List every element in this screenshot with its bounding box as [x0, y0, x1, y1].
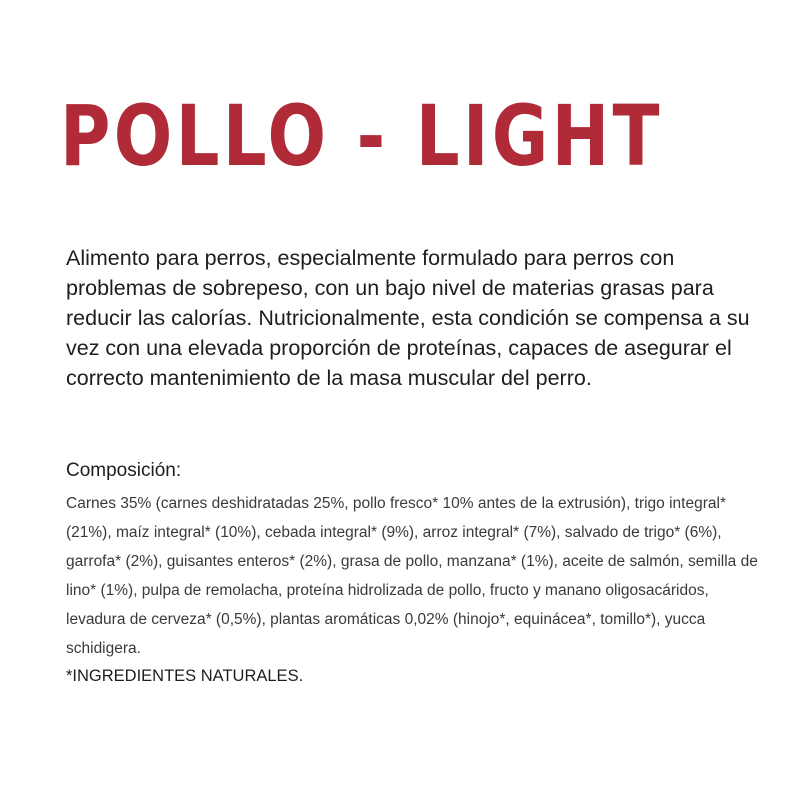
- composition-heading: Composición:: [66, 460, 182, 481]
- composition-ingredients: Carnes 35% (carnes deshidratadas 25%, pollo fresco* 10% antes de la extrusión), trigo integral* (21%), maíz integral* (10%), cebada integral* (9%), arroz integral* (7%), salvado de trigo* (6%), garrofa* (2%), guisantes enteros* (2%), grasa de pollo, manzana* (1%), aceite de salmón, semilla de lino* (1%), pulpa de remolacha, proteína hidrolizada de pollo, fructo y manano oligosacáridos, levadura de cerveza* (0,5%), plantas aromáticas 0,02% (hinojo*, equinácea*, tomillo*), yucca schidigera.: [66, 495, 758, 657]
- product-title: POLLO - LIGHT: [60, 87, 663, 185]
- product-description: Alimento para perros, especialmente formulado para perros con problemas de sobrepeso, con un bajo nivel de materias grasas para reducir las calorías. Nutricionalmente, esta condición se compensa a su vez con una elevada proporción de proteínas, capaces de asegurar el correcto mantenimiento de la masa muscular del perro.: [66, 246, 750, 390]
- natural-ingredients-note: *INGREDIENTES NATURALES.: [66, 667, 304, 685]
